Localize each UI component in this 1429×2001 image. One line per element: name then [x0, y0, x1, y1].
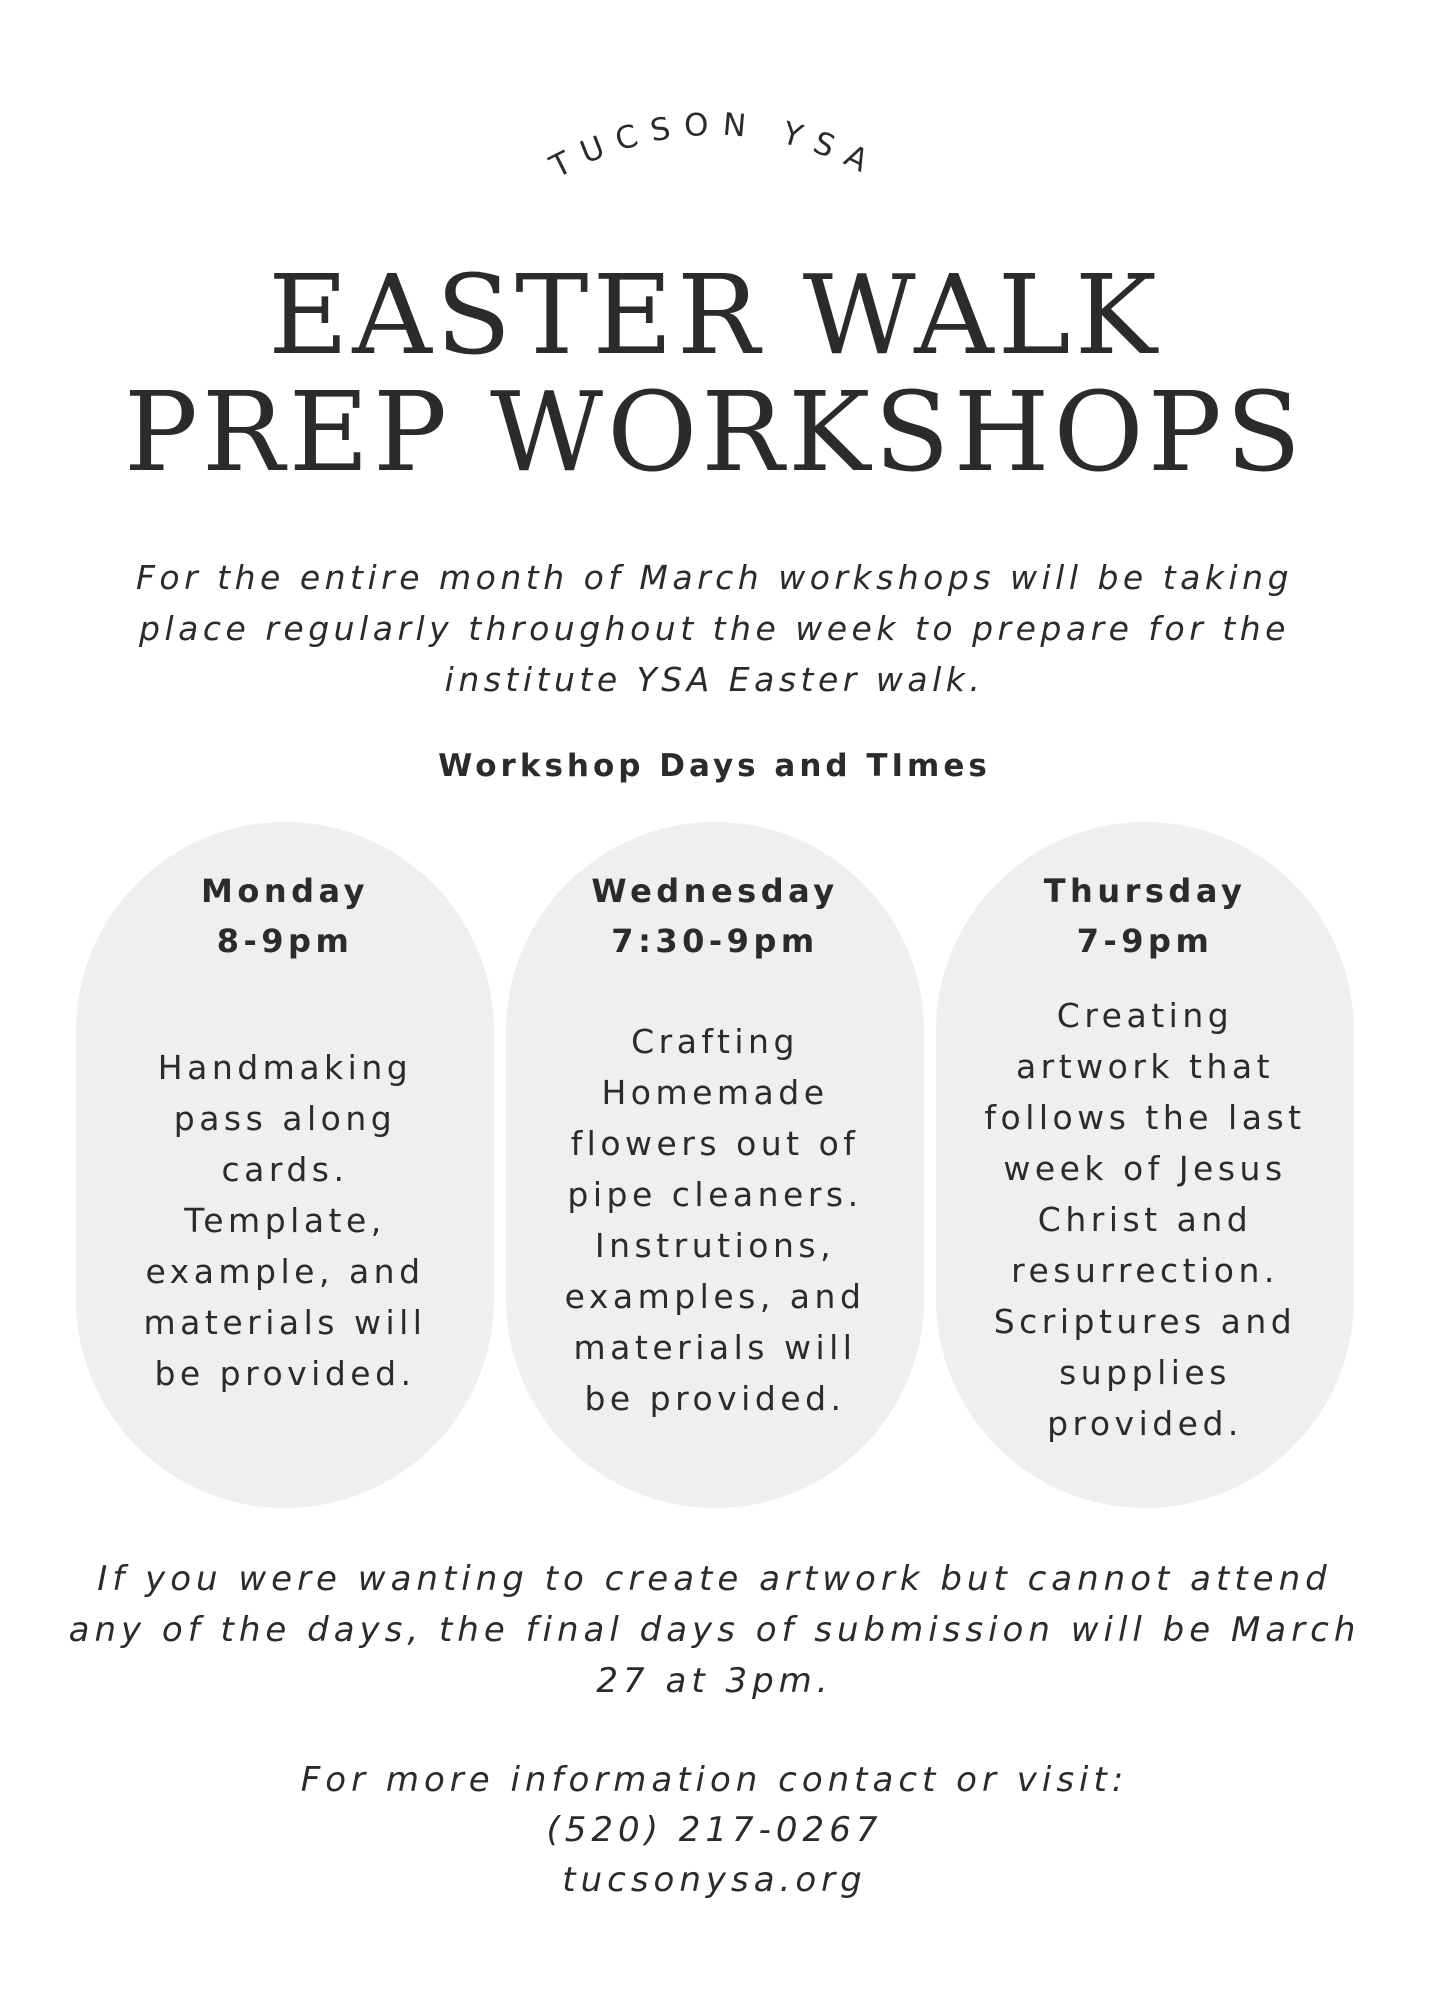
org-name-textpath: TUCSON YSA: [544, 106, 885, 186]
workshop-day-time: [936, 866, 1354, 966]
desc-line: Crafting: [631, 1022, 799, 1061]
desc-line: week of Jesus: [1003, 1149, 1287, 1188]
desc-line: resurrection.: [1011, 1251, 1279, 1290]
workshop-card-wednesday: [506, 822, 924, 1508]
workshop-description: [526, 1016, 904, 1424]
workshop-day-time: [76, 866, 494, 966]
submission-note: If you were wanting to create artwork but cannot attend any of the days, the final days of submission will be March 27 at 3pm.: [68, 1559, 1361, 1701]
desc-line: Handmaking: [157, 1048, 413, 1087]
desc-line: be provided.: [154, 1354, 416, 1393]
workshop-cards: [76, 822, 1354, 1508]
desc-line: Christ and: [1037, 1200, 1253, 1239]
workshop-day: Monday: [201, 872, 369, 910]
desc-line: materials will: [573, 1328, 857, 1367]
desc-line: artwork that: [1015, 1047, 1275, 1086]
org-name: [543, 106, 885, 185]
workshop-time: 7:30-9pm: [611, 922, 819, 960]
desc-line: Scriptures and: [993, 1302, 1297, 1341]
workshop-card-monday: [76, 822, 494, 1508]
org-name-arc: [0, 95, 1429, 215]
desc-line: cards.: [221, 1150, 349, 1189]
desc-line: Template,: [184, 1201, 386, 1240]
workshop-description: [956, 990, 1334, 1449]
contact-label: For more information contact or visit:: [300, 1760, 1129, 1800]
contact-block: [0, 1755, 1429, 1905]
desc-line: example, and: [145, 1252, 425, 1291]
contact-phone: (520) 217-0267: [546, 1810, 883, 1850]
desc-line: Instrutions,: [594, 1226, 836, 1265]
desc-line: flowers out of: [570, 1124, 860, 1163]
schedule-heading: Workshop Days and TImes: [438, 748, 991, 784]
workshop-card-thursday: [936, 822, 1354, 1508]
desc-line: follows the last: [984, 1098, 1306, 1137]
title-line-1: EASTER WALK: [268, 251, 1161, 379]
workshop-day: Wednesday: [591, 872, 839, 910]
workshop-description: [96, 1042, 474, 1399]
workshop-time: 7-9pm: [1076, 922, 1214, 960]
desc-line: examples, and: [564, 1277, 866, 1316]
desc-line: pass along: [173, 1099, 397, 1138]
desc-line: Creating: [1056, 996, 1234, 1035]
desc-line: supplies: [1059, 1353, 1231, 1392]
title-line-2: PREP WORKSHOPS: [123, 368, 1306, 496]
workshop-day: Thursday: [1043, 872, 1247, 910]
contact-website: tucsonysa.org: [562, 1860, 867, 1900]
workshop-time: 8-9pm: [216, 922, 354, 960]
desc-line: provided.: [1047, 1404, 1243, 1443]
desc-line: pipe cleaners.: [567, 1175, 863, 1214]
intro-paragraph: For the entire month of March workshops will be taking place regularly throughout the week to prepare for the institute YSA Easter walk.: [135, 558, 1294, 699]
desc-line: materials will: [143, 1303, 427, 1342]
org-name-arc-svg: [455, 95, 975, 215]
desc-line: Homemade: [601, 1073, 829, 1112]
desc-line: be provided.: [584, 1379, 846, 1418]
workshop-day-time: [506, 866, 924, 966]
